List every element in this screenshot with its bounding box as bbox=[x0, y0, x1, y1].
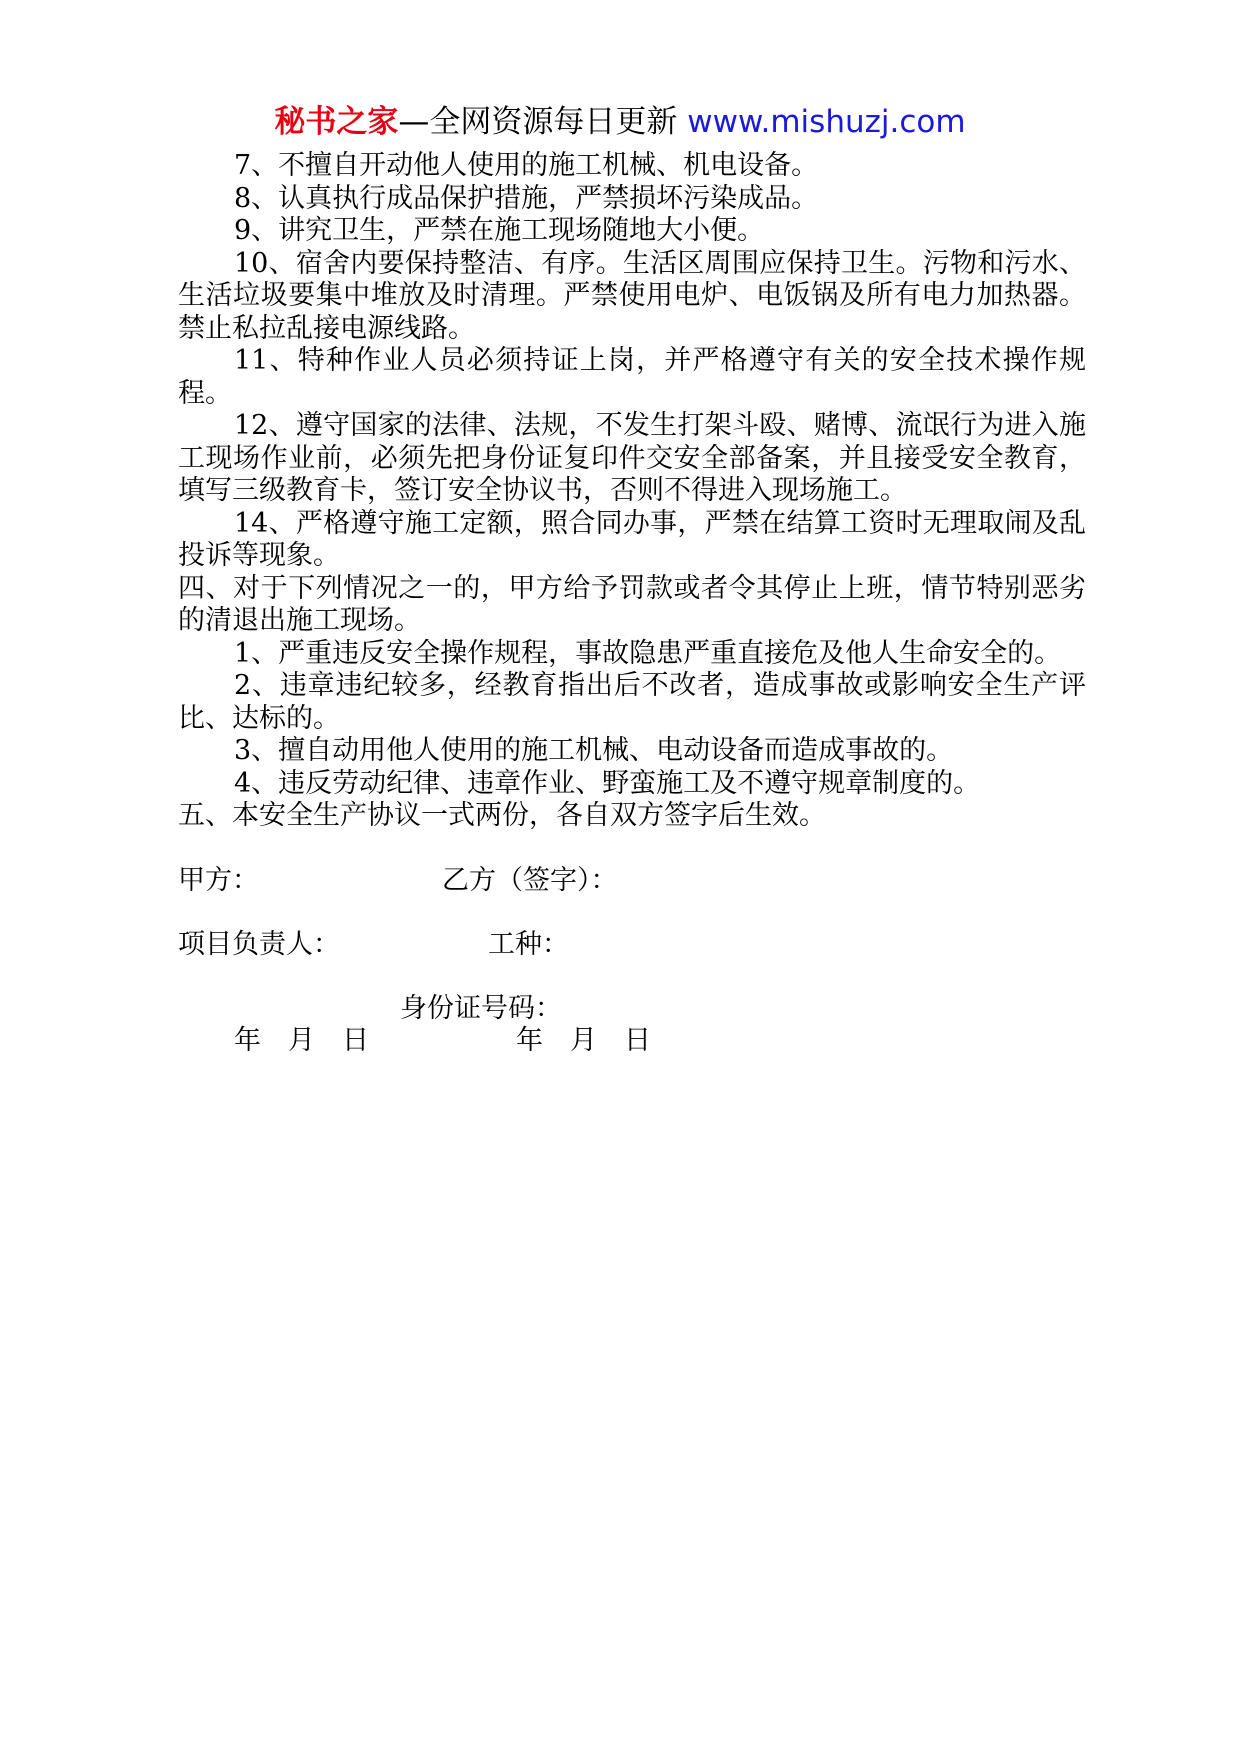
rule-item-9: 9、讲究卫生，严禁在施工现场随地大小便。 bbox=[234, 215, 765, 246]
site-watermark-header bbox=[0, 102, 1240, 142]
rule-item-8: 8、认真执行成品保护措施，严禁损坏污染成品。 bbox=[234, 182, 819, 214]
signature-row-dates bbox=[178, 1025, 1086, 1057]
signature-row-id bbox=[178, 993, 1086, 1025]
document-body bbox=[178, 150, 1086, 1057]
project-leader-label: 项目负责人： bbox=[178, 928, 340, 960]
penalty-item-4: 4、违反劳动纪律、违章作业、野蛮施工及不遵守规章制度的。 bbox=[234, 767, 981, 799]
header-tagline: —全网资源每日更新 bbox=[398, 104, 678, 140]
date-party-a: 年 月 日 bbox=[234, 1024, 369, 1056]
section-4-heading: 四、对于下列情况之一的，甲方给予罚款或者令其停止上班，情节特别恶劣的清退出施工现场。 bbox=[178, 572, 1086, 636]
section-5-clause: 五、本安全生产协议一式两份，各自双方签字后生效。 bbox=[178, 800, 826, 831]
penalty-item-3: 3、擅自动用他人使用的施工机械、电动设备而造成事故的。 bbox=[234, 735, 954, 766]
site-url: www.mishuzj.com bbox=[687, 104, 966, 140]
brand-name: 秘书之家 bbox=[274, 104, 399, 140]
work-type-label: 工种： bbox=[488, 928, 569, 960]
party-b-label: 乙方（签字）： bbox=[442, 864, 618, 896]
penalty-item-2: 2、违章违纪较多，经教育指出后不改者，造成事故或影响安全生产评比、达标的。 bbox=[178, 670, 1086, 734]
rule-item-10: 10、宿舍内要保持整洁、有序。生活区周围应保持卫生。污物和污水、生活垃圾要集中堆放及时清理。严禁使用电炉、电饭锅及所有电力加热器。禁止私拉乱接电源线路。 bbox=[178, 247, 1086, 344]
party-a-label: 甲方： bbox=[178, 864, 259, 896]
rule-item-7: 7、不擅自开动他人使用的施工机械、机电设备。 bbox=[234, 150, 819, 181]
signature-row-roles bbox=[178, 929, 1086, 961]
rule-item-11: 11、特种作业人员必须持证上岗，并严格遵守有关的安全技术操作规程。 bbox=[178, 345, 1086, 409]
penalty-item-1: 1、严重违反安全操作规程，事故隐患严重直接危及他人生命安全的。 bbox=[234, 637, 1062, 669]
rule-item-14: 14、严格遵守施工定额，照合同办事，严禁在结算工资时无理取闹及乱投诉等现象。 bbox=[178, 507, 1086, 571]
rule-item-12: 12、遵守国家的法律、法规，不发生打架斗殴、赌博、流氓行为进入施工现场作业前，必须先把身份证复印件交安全部备案，并且接受安全教育，填写三级教育卡，签订安全协议书，否则不得进入现场施工。 bbox=[178, 410, 1086, 506]
id-number-label: 身份证号码： bbox=[400, 992, 562, 1024]
signature-row-parties bbox=[178, 865, 1086, 897]
date-party-b: 年 月 日 bbox=[516, 1024, 651, 1056]
